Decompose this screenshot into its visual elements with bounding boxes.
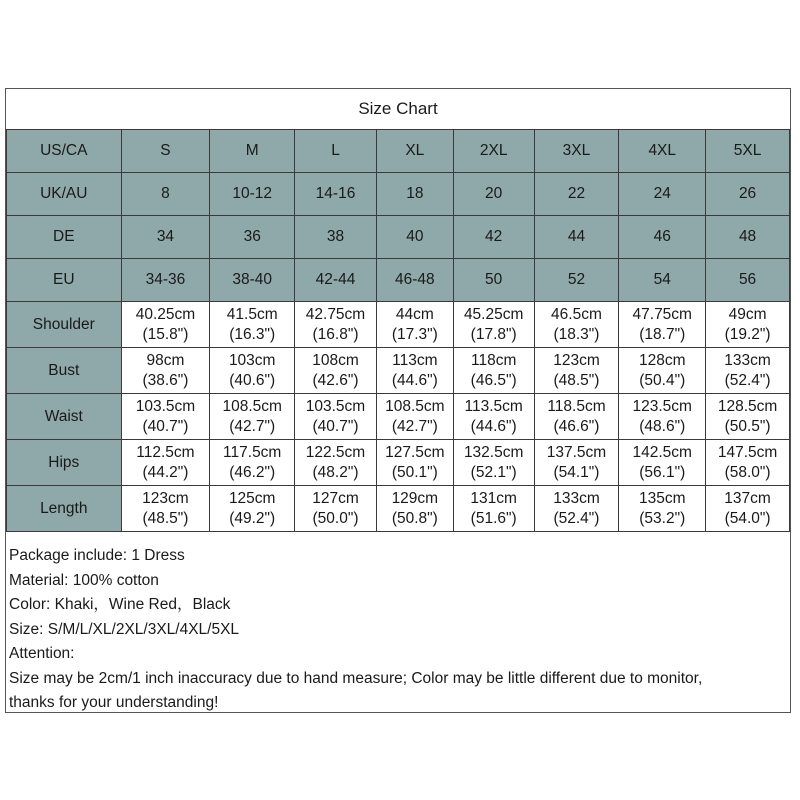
inch-value: (17.3") [391, 325, 438, 343]
measurement-cell [210, 302, 295, 348]
material-note: Material: 100% cotton [9, 571, 159, 589]
inch-value: (52.1") [470, 463, 517, 481]
measurement-cell [295, 348, 377, 394]
measurement-cell [534, 486, 619, 532]
inch-value: (50.0") [312, 509, 359, 527]
size-cell: L [295, 130, 377, 173]
inch-value: (46.6") [553, 417, 600, 435]
measurement-cell [121, 486, 210, 532]
inch-value: (46.5") [470, 371, 517, 389]
inch-value: (16.8") [312, 325, 359, 343]
measurement-cell [295, 394, 377, 440]
inch-value: (16.3") [229, 325, 276, 343]
measurement-cell [295, 302, 377, 348]
measurement-cell [619, 394, 706, 440]
inch-value: (38.6") [142, 371, 189, 389]
cm-value: 123cm [142, 489, 189, 507]
measurement-cell [210, 394, 295, 440]
measurement-cell [376, 302, 453, 348]
cm-value: 117.5cm [223, 443, 282, 461]
cm-value: 133cm [553, 489, 600, 507]
measurement-row [7, 394, 790, 440]
size-cell: 48 [706, 216, 790, 259]
inch-value: (46.2") [229, 463, 276, 481]
inch-value: (18.7") [639, 325, 686, 343]
measurement-cell [121, 302, 210, 348]
measurement-cell [121, 394, 210, 440]
measurement-cell [619, 486, 706, 532]
inch-value: (44.2") [142, 463, 189, 481]
cm-value: 108.5cm [385, 397, 445, 415]
cm-value: 42.75cm [305, 305, 366, 323]
inch-value: (42.7") [229, 417, 276, 435]
cm-value: 122.5cm [305, 443, 366, 461]
attention-heading: Attention: [9, 645, 75, 662]
inch-value: (40.6") [229, 371, 276, 389]
measurement-cell [534, 440, 619, 486]
measurement-row [7, 440, 790, 486]
inch-value: (58.0") [724, 463, 771, 481]
cm-value: 118.5cm [547, 397, 606, 415]
row-header: EU [7, 259, 122, 302]
size-cell: 24 [619, 173, 706, 216]
measurement-cell [295, 440, 377, 486]
size-cell: 2XL [453, 130, 534, 173]
cm-value: 128.5cm [717, 397, 778, 415]
size-chart-sheet [5, 88, 791, 713]
size-note: Size: S/M/L/XL/2XL/3XL/4XL/5XL [9, 620, 240, 638]
measurement-row [7, 348, 790, 394]
measurement-cell [706, 486, 790, 532]
inch-value: (48.5") [142, 509, 189, 527]
cm-value: 137.5cm [546, 443, 607, 461]
inch-value: (40.7") [312, 417, 359, 435]
measurement-cell [121, 348, 210, 394]
inch-value: (44.6") [470, 417, 517, 435]
row-header: Hips [7, 440, 122, 486]
inch-value: (53.2") [639, 509, 686, 527]
measurement-cell [376, 348, 453, 394]
cm-value: 103.5cm [135, 397, 196, 415]
inch-value: (48.6") [639, 417, 686, 435]
measurement-cell [706, 302, 790, 348]
inch-value: (52.4") [553, 509, 600, 527]
inch-value: (51.6") [470, 509, 517, 527]
measurement-cell [453, 486, 534, 532]
inch-value: (44.6") [391, 371, 438, 389]
cm-value: 131cm [470, 489, 517, 507]
inch-value: (50.1") [391, 463, 438, 481]
inch-value: (50.4") [639, 371, 686, 389]
inch-value: (56.1") [639, 463, 686, 481]
measurement-cell [210, 440, 295, 486]
measurement-cell [619, 302, 706, 348]
cm-value: 98cm [146, 351, 185, 369]
measurement-cell [453, 348, 534, 394]
measurement-cell [376, 394, 453, 440]
row-header: Bust [7, 348, 122, 394]
size-cell: 42 [453, 216, 534, 259]
cm-value: 41.5cm [226, 305, 278, 323]
size-cell: 5XL [706, 130, 790, 173]
size-table [6, 129, 790, 532]
package-note: Package include: 1 Dress [9, 547, 185, 564]
size-cell: 44 [534, 216, 619, 259]
measurement-cell [210, 486, 295, 532]
cm-value: 40.25cm [135, 305, 196, 323]
cm-value: 132.5cm [463, 443, 524, 461]
measurement-cell [534, 348, 619, 394]
size-row [7, 259, 790, 302]
inch-value: (50.5") [724, 417, 771, 435]
inch-value: (48.2") [312, 463, 359, 481]
size-cell: S [121, 130, 210, 173]
size-cell: 38-40 [210, 259, 295, 302]
inch-value: (52.4") [724, 371, 771, 389]
cm-value: 127.5cm [385, 443, 445, 461]
disclaimer-line-1: Size may be 2cm/1 inch inaccuracy due to hand measure; Color may be little different due to monitor, [9, 669, 703, 687]
cm-value: 129cm [391, 489, 439, 507]
measurement-cell [453, 440, 534, 486]
chart-title: Size Chart [6, 89, 790, 130]
measurement-cell [534, 394, 619, 440]
measurement-cell [619, 440, 706, 486]
size-cell: 56 [706, 259, 790, 302]
size-cell: M [210, 130, 295, 173]
size-cell: 26 [706, 173, 790, 216]
cm-value: 113.5cm [464, 397, 523, 415]
measurement-cell [706, 394, 790, 440]
size-cell: 54 [619, 259, 706, 302]
inch-value: (42.6") [312, 371, 359, 389]
cm-value: 103cm [228, 351, 276, 369]
measurement-cell [376, 486, 453, 532]
inch-value: (40.7") [142, 417, 189, 435]
size-cell: 34-36 [121, 259, 210, 302]
inch-value: (48.5") [553, 371, 600, 389]
size-cell: 38 [295, 216, 377, 259]
inch-value: (19.2") [724, 325, 771, 343]
size-cell: 36 [210, 216, 295, 259]
measurement-cell [453, 302, 534, 348]
disclaimer-line-2: thanks for your understanding! [9, 694, 219, 711]
measurement-cell [121, 440, 210, 486]
measurement-cell [295, 486, 377, 532]
size-cell: 22 [534, 173, 619, 216]
size-cell: 42-44 [295, 259, 377, 302]
cm-value: 123.5cm [632, 397, 692, 415]
inch-value: (17.8") [470, 325, 517, 343]
cm-value: 118cm [470, 351, 517, 369]
cm-value: 49cm [728, 305, 767, 323]
inch-value: (50.8") [391, 509, 438, 527]
row-header: Shoulder [7, 302, 122, 348]
measurement-cell [453, 394, 534, 440]
size-cell: 4XL [619, 130, 706, 173]
cm-value: 133cm [724, 351, 771, 369]
size-cell: 46-48 [376, 259, 453, 302]
size-cell: 52 [534, 259, 619, 302]
cm-value: 46.5cm [551, 305, 602, 323]
inch-value: (54.0") [724, 509, 771, 527]
inch-value: (18.3") [553, 325, 600, 343]
size-row [7, 130, 790, 173]
cm-value: 103.5cm [305, 397, 366, 415]
cm-value: 44cm [395, 305, 434, 323]
size-cell: 40 [376, 216, 453, 259]
inch-value: (49.2") [229, 509, 276, 527]
color-note: Color: Khaki，Wine Red，Black [9, 596, 231, 613]
measurement-cell [706, 348, 790, 394]
measurement-cell [706, 440, 790, 486]
measurement-cell [210, 348, 295, 394]
measurement-cell [534, 302, 619, 348]
size-cell: 18 [376, 173, 453, 216]
inch-value: (15.8") [142, 325, 189, 343]
size-cell: 46 [619, 216, 706, 259]
cm-value: 135cm [638, 489, 686, 507]
cm-value: 142.5cm [632, 443, 692, 461]
product-notes [9, 544, 789, 716]
row-header: DE [7, 216, 122, 259]
inch-value: (42.7") [391, 417, 438, 435]
size-cell: 50 [453, 259, 534, 302]
measurement-cell [619, 348, 706, 394]
measurement-cell [376, 440, 453, 486]
cm-value: 147.5cm [717, 443, 778, 461]
cm-value: 137cm [724, 489, 771, 507]
row-header: UK/AU [7, 173, 122, 216]
cm-value: 108cm [312, 351, 359, 369]
size-cell: 8 [121, 173, 210, 216]
cm-value: 123cm [553, 351, 600, 369]
cm-value: 128cm [638, 351, 686, 369]
size-cell: 34 [121, 216, 210, 259]
measurement-row [7, 302, 790, 348]
inch-value: (54.1") [553, 463, 600, 481]
cm-value: 125cm [228, 489, 276, 507]
measurement-row [7, 486, 790, 532]
size-cell: 14-16 [295, 173, 377, 216]
row-header: US/CA [7, 130, 122, 173]
row-header: Waist [7, 394, 122, 440]
cm-value: 127cm [312, 489, 359, 507]
cm-value: 108.5cm [222, 397, 282, 415]
cm-value: 47.75cm [632, 305, 692, 323]
cm-value: 112.5cm [136, 443, 195, 461]
row-header: Length [7, 486, 122, 532]
size-cell: 20 [453, 173, 534, 216]
size-row [7, 216, 790, 259]
size-cell: 10-12 [210, 173, 295, 216]
size-row [7, 173, 790, 216]
size-cell: XL [376, 130, 453, 173]
size-cell: 3XL [534, 130, 619, 173]
cm-value: 113cm [392, 351, 438, 369]
cm-value: 45.25cm [463, 305, 524, 323]
